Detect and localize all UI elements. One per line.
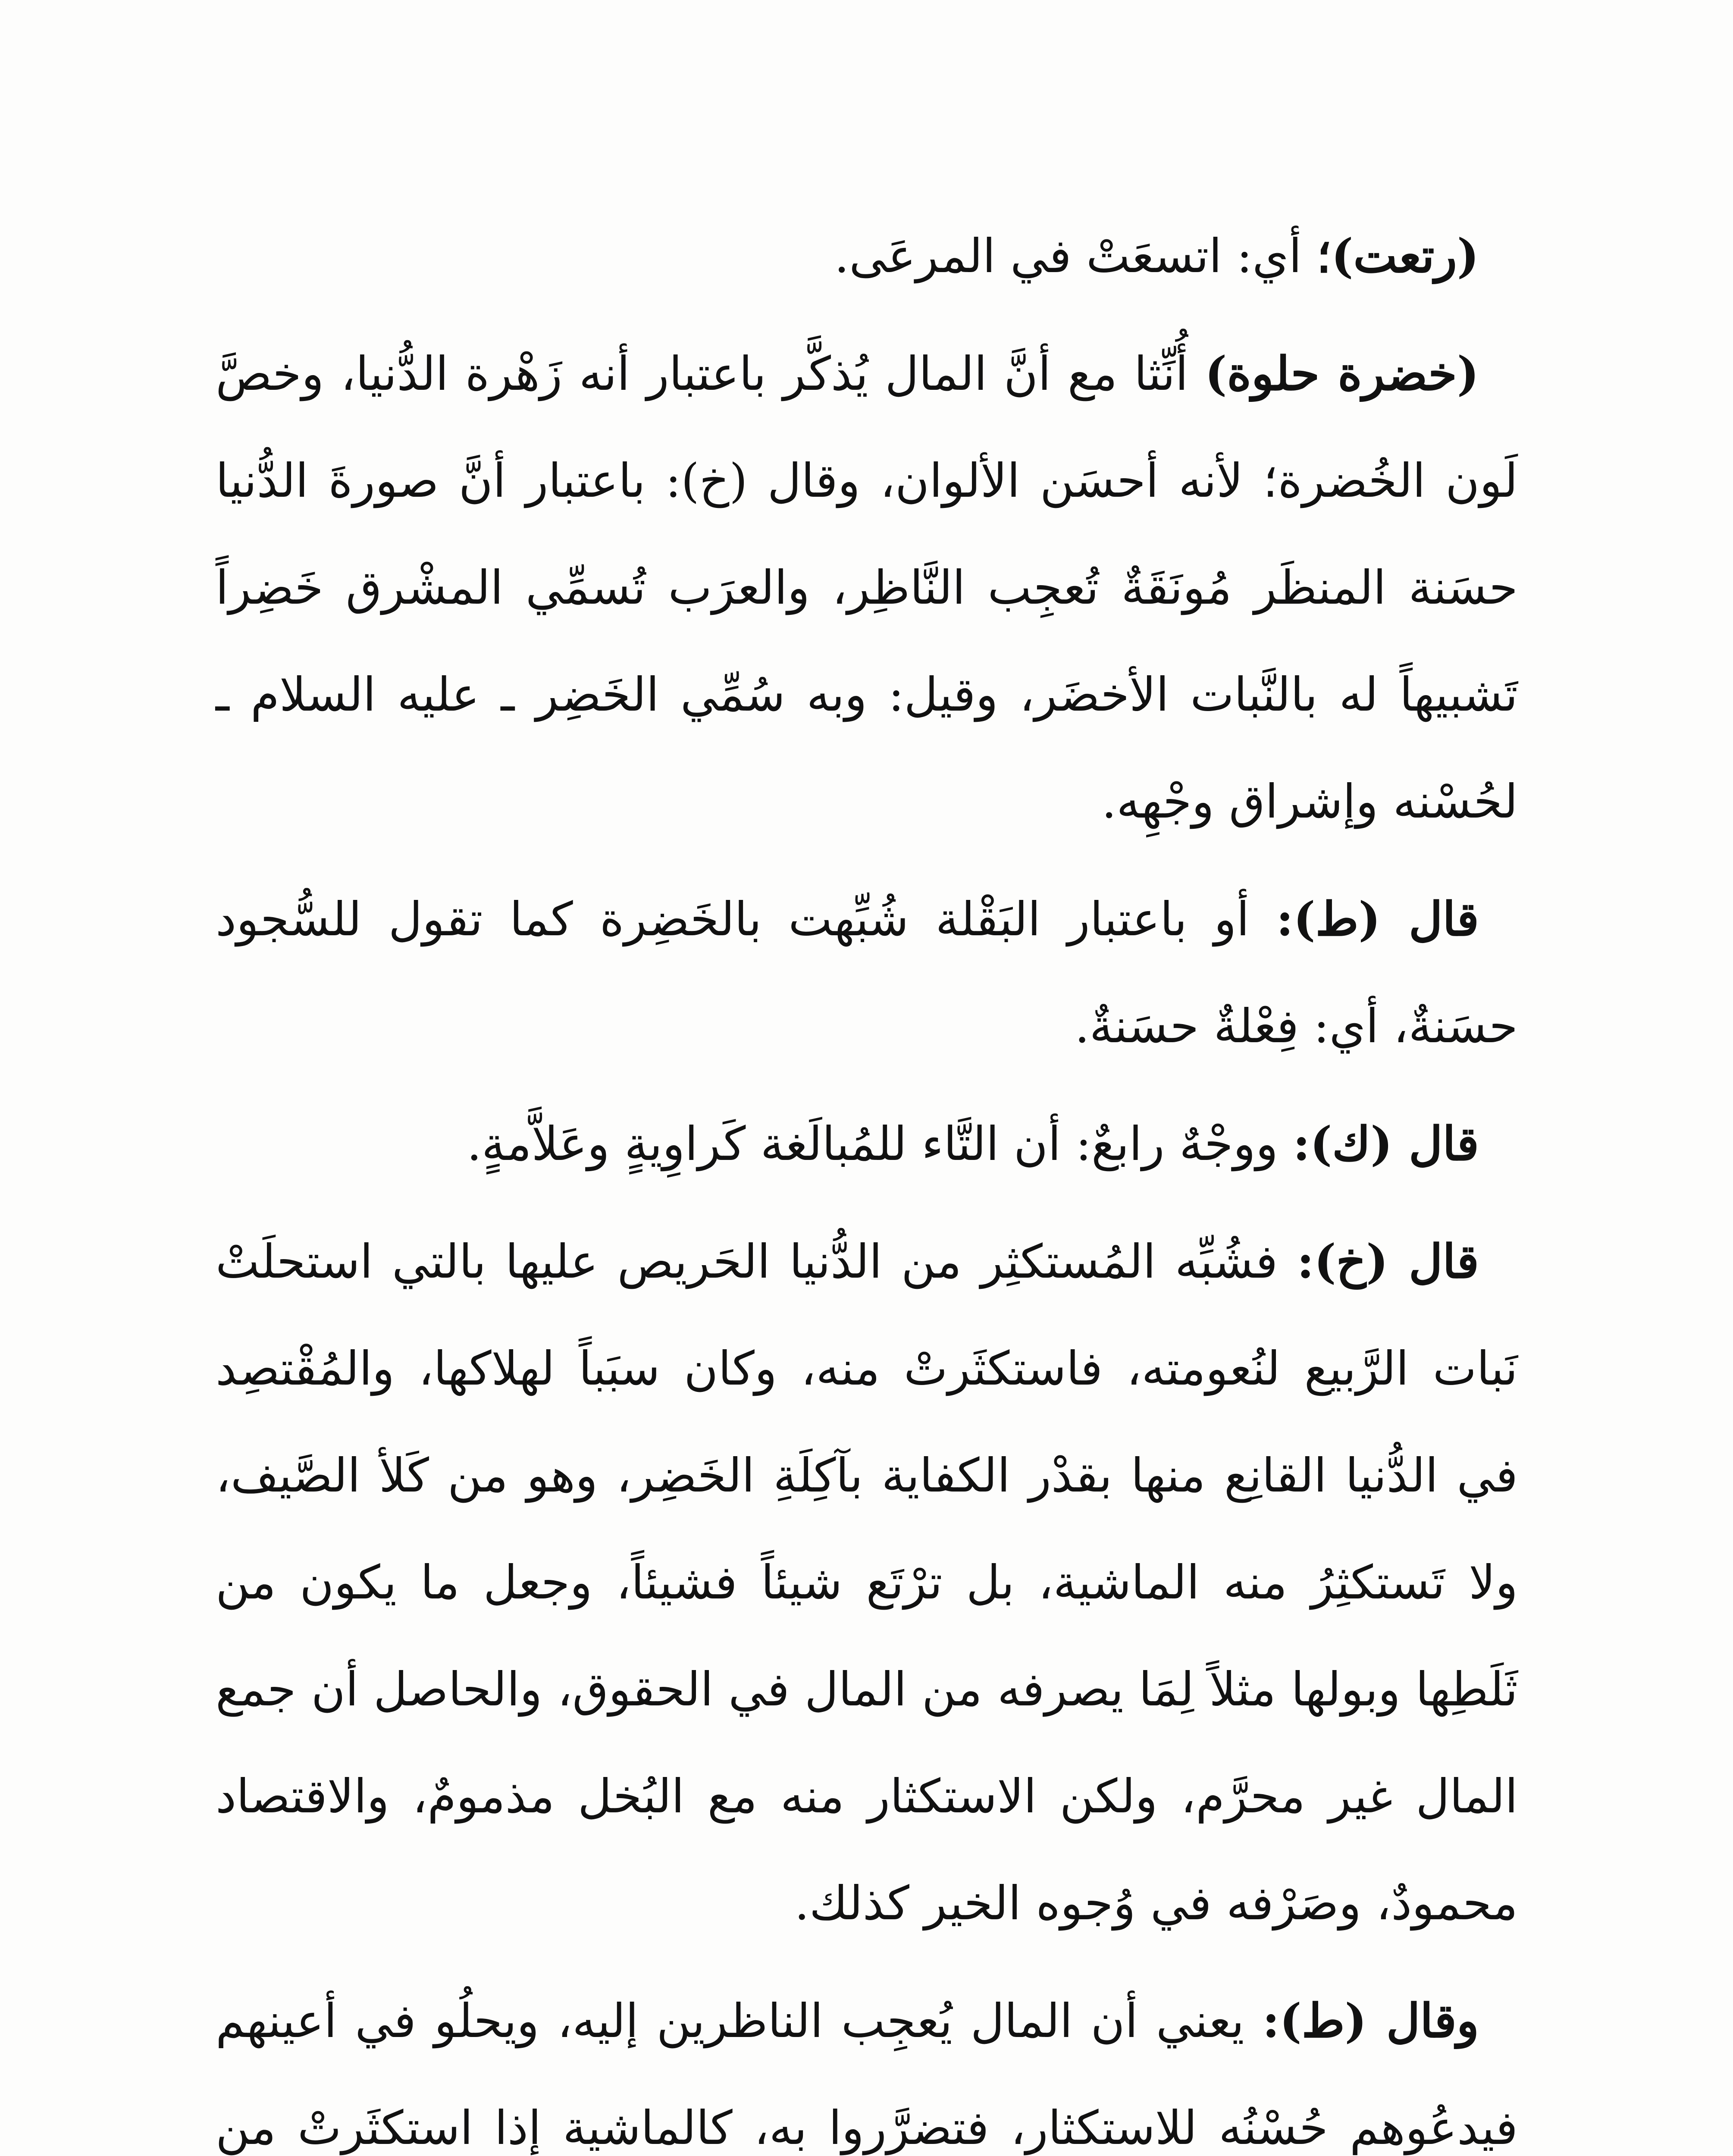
- paragraph-5: [216, 1208, 1518, 1957]
- paragraph-lead: قال (ط):: [1276, 892, 1479, 946]
- paragraph-lead: (خضرة حلوة): [1205, 347, 1479, 401]
- paragraph-lead: قال (ك):: [1293, 1117, 1479, 1171]
- paragraph-text: يعني أن المال يُعجِب الناظرين إليه، ويحلُو في أعينهم فيدعُوهم حُسْنُه للاستكثار، فتضرَّروا به، كالماشية إذا استكثَرتْ من: [216, 1994, 1518, 2155]
- paragraph-text: فشُبِّه المُستكثِر من الدُّنيا الحَريص عليها بالتي استحلَتْ نَبات الرَّبيع لنُعومته، فاستكثَرتْ منه، وكان سبَباً لهلاكها، والمُقْتصِد في الدُّنيا القانِع منها بقدْر الكفاية بآكِلَةِ الخَضِر، وهو من كَلأ الصَّيف، ولا تَستكثِرُ منه الماشية، بل ترْتَع شيئاً فشيئاً، وجعل ما يكون من ثَلَطِها وبولها مثلاً لِمَا يصرفه من المال في الحقوق، والحاصل أن جمع المال غير محرَّم، ولكن الاستكثار منه مع البُخل مذمومٌ، والاقتصاد محمودٌ، وصَرْفه في وُجوه الخير كذلك.: [216, 1235, 1518, 1930]
- paragraph-6: [216, 1968, 1518, 2156]
- paragraph-lead: قال (خ):: [1297, 1235, 1479, 1289]
- paragraph-text: ووجْهٌ رابعٌ: أن التَّاء للمُبالَغة كَراوِيةٍ وعَلاَّمةٍ.: [467, 1117, 1293, 1171]
- paragraph-text: أُنِّثا مع أنَّ المال يُذكَّر باعتبار أنه زَهْرة الدُّنيا، وخصَّ لَون الخُضرة؛ لأنه أحسَن الألوان، وقال (خ): باعتبار أنَّ صورةَ الدُّنيا حسَنة المنظَر مُونَقَةٌ تُعجِب النَّاظِر، والعرَب تُسمِّي المشْرق خَضِراً تَشبيهاً له بالنَّبات الأخضَر، وقيل: وبه سُمِّي الخَضِر ـ عليه السلام ـ لحُسْنه وإشراق وجْهِه.: [216, 347, 1518, 829]
- body-text: [216, 203, 1518, 2156]
- paragraph-4: [216, 1091, 1518, 1198]
- paragraph-lead: (رتعت)؛: [1316, 229, 1479, 283]
- paragraph-1: [216, 203, 1518, 310]
- paragraph-3: [216, 866, 1518, 1080]
- paragraph-text: أو باعتبار البَقْلة شُبِّهت بالخَضِرة كما تقول للسُّجود حسَنةٌ، أي: فِعْلةٌ حسَنةٌ.: [216, 893, 1518, 1053]
- paragraph-lead: وقال (ط):: [1262, 1994, 1479, 2048]
- paragraph-text: أي: اتسعَتْ في المرعَى.: [834, 229, 1317, 283]
- paragraph-2: [216, 320, 1518, 856]
